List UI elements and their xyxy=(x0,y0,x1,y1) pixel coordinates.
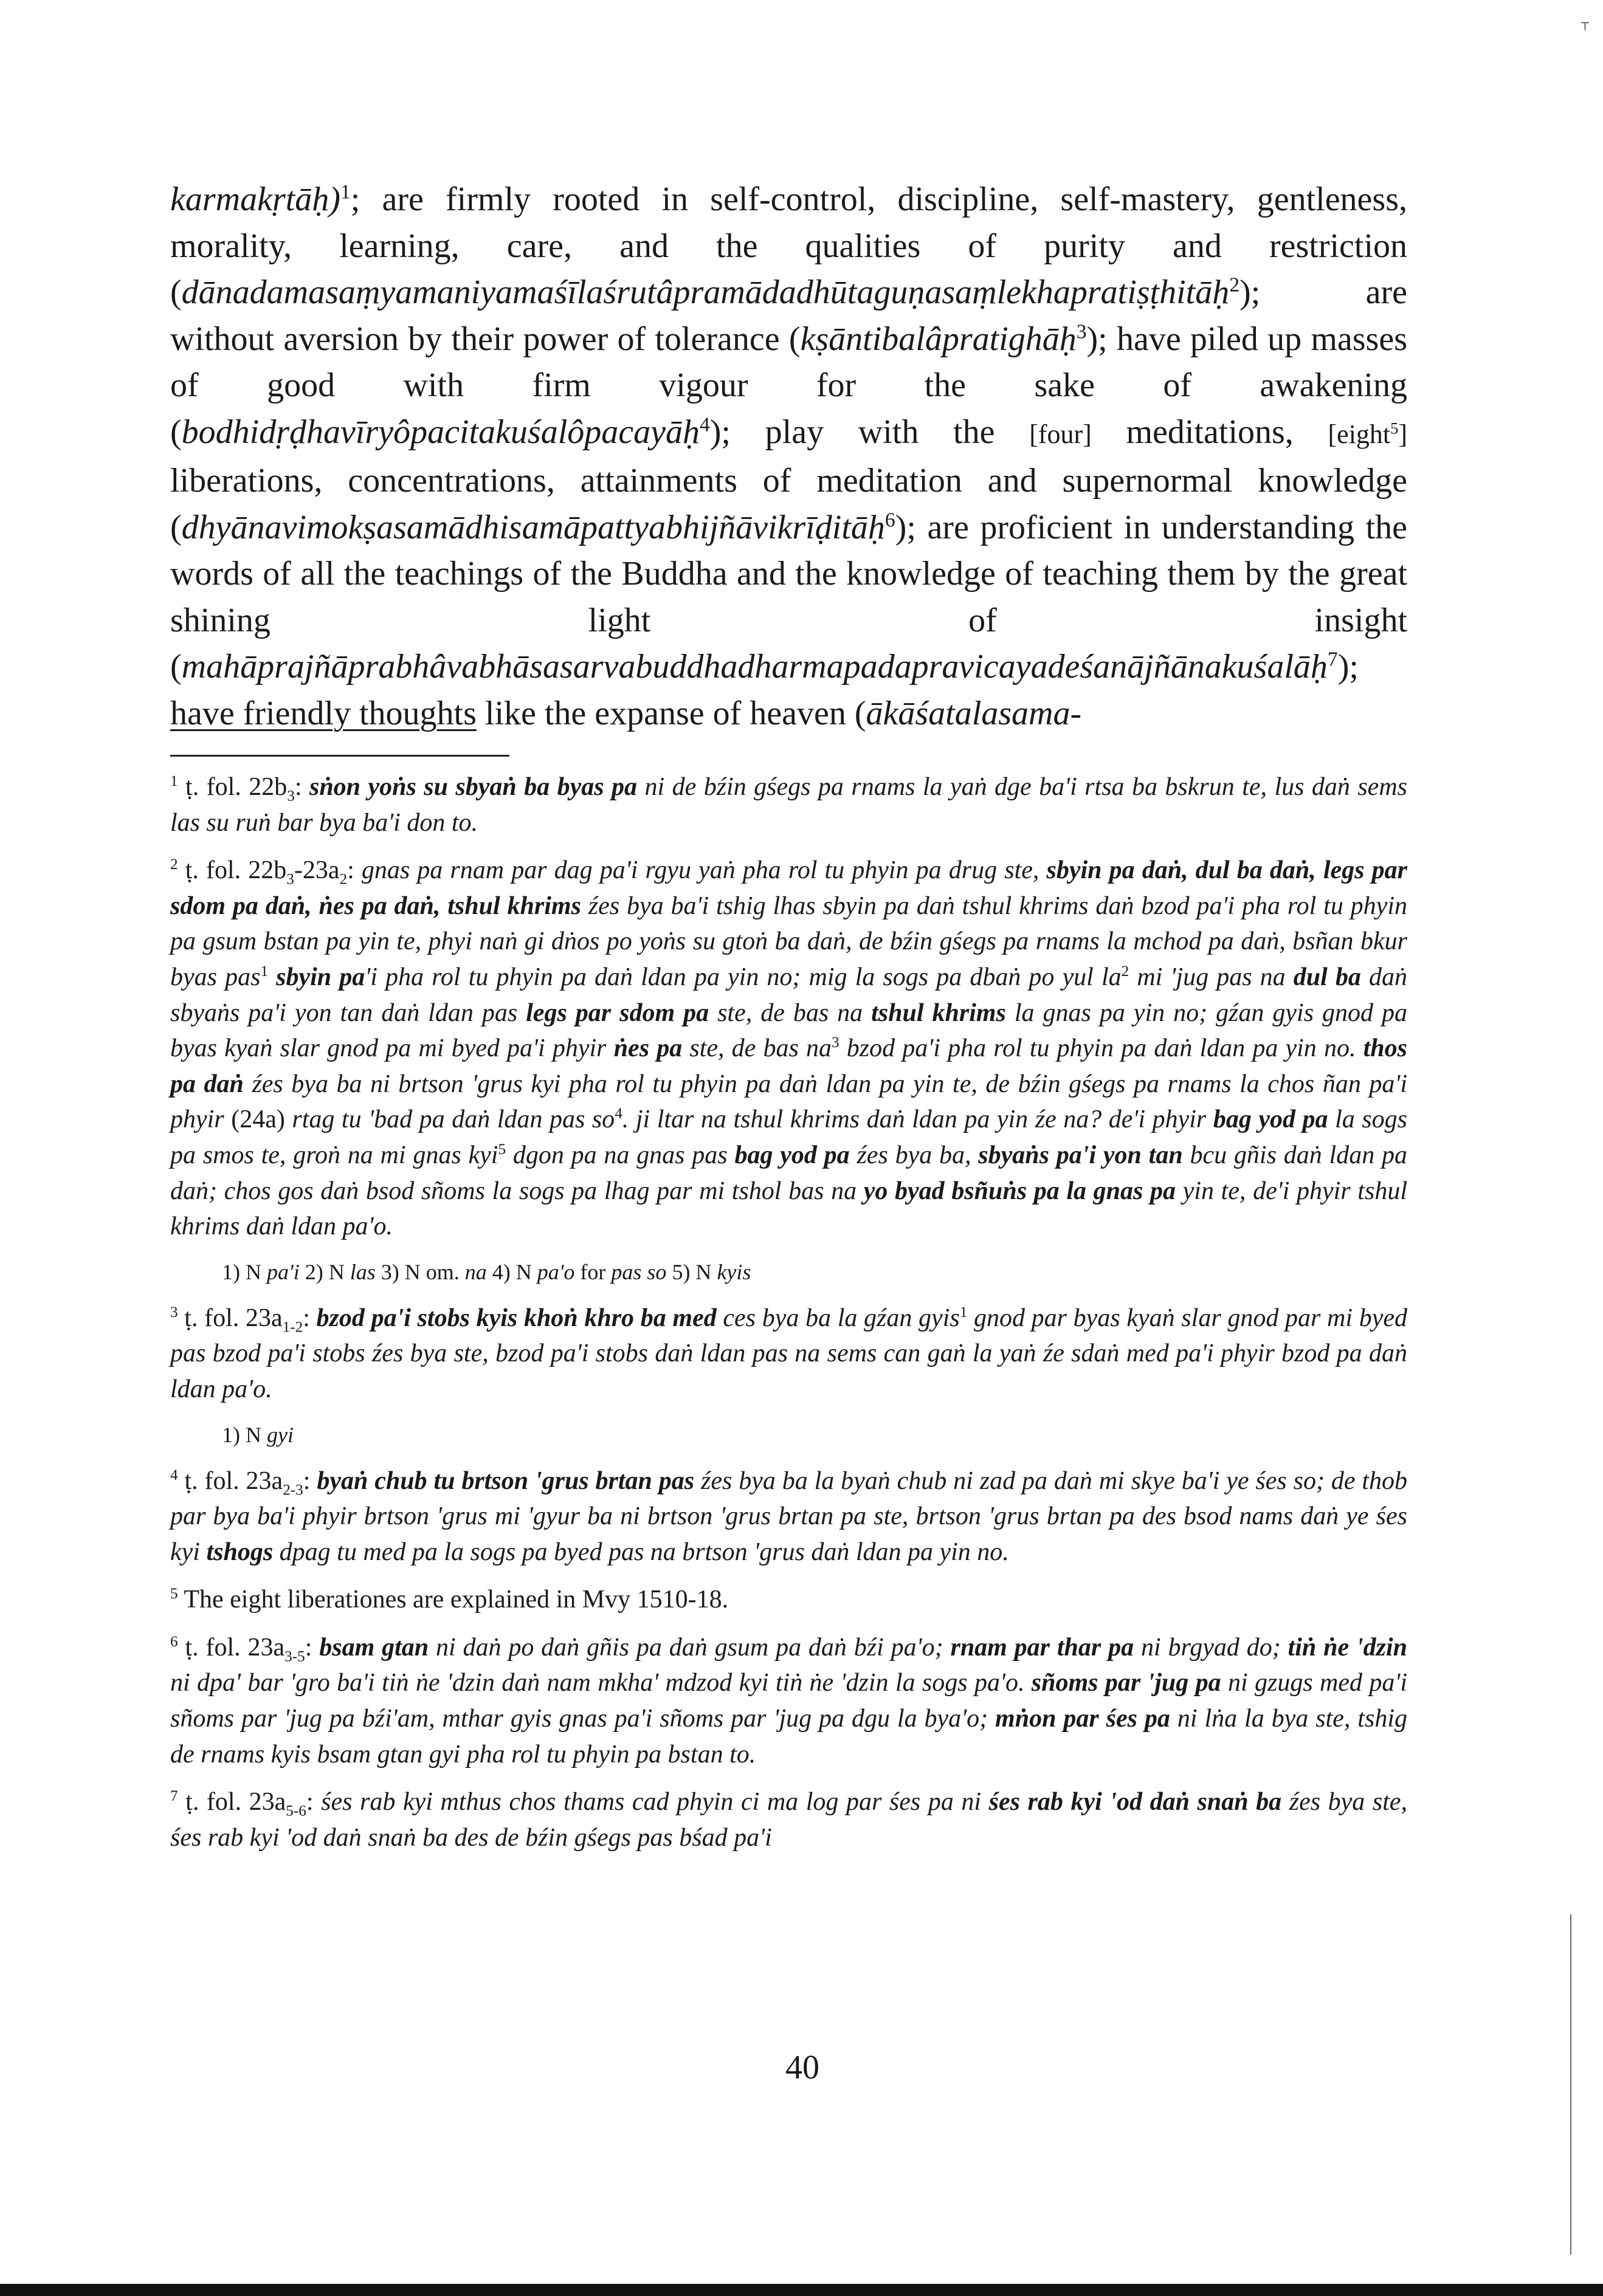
sanskrit-term: kṣāntibalâpratighāḥ xyxy=(800,320,1077,358)
body-text: ); play with the xyxy=(709,413,1030,451)
underlined-phrase: have friendly thoughts xyxy=(170,694,477,732)
footnotes xyxy=(170,769,1407,1868)
footnote-6: $^6$ ṭ. fol. $23a_{3-5}$: bsam gtan ni daṅ po daṅ gñis pa daṅ gsum pa daṅ bźi pa'o; rnam par thar pa ni brgyad do; tiṅ ṅe 'dzin ni dpa' bar 'gro ba'i tiṅ ṅe 'dzin daṅ nam mkha' mdzod kyi tiṅ ṅe 'dzin la sogs pa'o. sñoms par 'jug pa ni gzugs med pa'i sñoms par 'jug pa bźi'am, mthar gyis gnas pa'i sñoms par 'jug pa dgu la bya'o; mṅon par śes pa ni lṅa la bya ste, tshig de rnams kyis bsam gtan gyi pha rol tu phyin pa bstan to. xyxy=(170,1633,1408,1768)
corner-mark: ⸆ xyxy=(1581,19,1590,40)
footnote-ref: 7 xyxy=(1327,648,1338,671)
footnote-1: $^1$ ṭ. fol. $22b_3$: sṅon yoṅs su sbyaṅ ba byas pa ni de bźin gśegs pa rnams la yaṅ dge ba'i rtsa ba bskrun te, lus daṅ sems las su ruṅ bar bya ba'i don to. xyxy=(170,773,1408,837)
sanskrit-term: karmakṛtāḥ) xyxy=(170,180,340,218)
body-text: ); have piled up masses of good with firm vigour for the sake of awakening ( xyxy=(170,320,1407,451)
scan-bottom-edge xyxy=(0,2284,1603,2296)
body-text: ); xyxy=(1337,648,1359,686)
scan-edge-line xyxy=(1570,1914,1571,2255)
body-text: ); are proficient in understanding the words of all the teachings of the Buddha and the knowledge of teaching them by the great shining light of insight ( xyxy=(170,508,1407,686)
body-text: liberations, concentrations, attainments of meditation and supernormal knowledge ( xyxy=(170,462,1407,546)
sanskrit-term: dānadamasaṃyamaniyamaśīlaśrutâpramādadhūtaguṇasaṃlekhapratiṣṭhitāḥ xyxy=(181,273,1230,311)
footnote-ref: 4 xyxy=(699,413,710,436)
body-text: ); are without aversion by their power of tolerance ( xyxy=(170,273,1407,358)
footnote-7: $^7$ ṭ. fol. $23a_{5-6}$: śes rab kyi mthus chos thams cad phyin ci ma log par śes pa ni śes rab kyi 'od daṅ snaṅ ba źes bya ste, śes rab kyi 'od daṅ snaṅ ba des de bźin gśegs pas bśad pa'i xyxy=(170,1788,1408,1852)
footnote-ref: 5 xyxy=(1390,418,1399,437)
footnote-rule xyxy=(170,755,509,757)
footnote-5: $^5$ The eight liberationes are explained in Mvy 1510-18. xyxy=(170,1586,729,1614)
footnote-4: $^4$ ṭ. fol. $23a_{2-3}$: byaṅ chub tu brtson 'grus brtan pas źes bya ba la byaṅ chub ni zad pa daṅ mi skye ba'i ye śes so; de thob par bya ba'i phyir brtson 'grus mi 'gyur ba ni brtson 'grus brtan pa ste, brtson 'grus brtan pa des bsod nams daṅ ye śes kyi tshogs dpag tu med pa la sogs pa byed pas na brtson 'grus daṅ ldan pa yin no. xyxy=(170,1466,1408,1566)
footnote-ref: 3 xyxy=(1076,320,1087,343)
sanskrit-term: bodhidṛḍhavīryôpacitakuśalôpacayāḥ xyxy=(181,413,700,451)
footnote-3-variants: 1) N gyi xyxy=(222,1422,294,1447)
sanskrit-term: dhyānavimokṣasamādhisamāpattyabhijñāvikrīḍitāḥ xyxy=(181,508,885,546)
footnote-2-variants: 1) N pa'i 2) N las 3) N om. na 4) N pa'o for pas so 5) N kyis xyxy=(222,1259,751,1284)
body-text: like the expanse of heaven ( xyxy=(476,694,866,732)
sanskrit-term: ākāśatalasama- xyxy=(866,694,1082,732)
page-number: 40 xyxy=(785,2049,819,2086)
footnote-ref: 1 xyxy=(340,180,351,204)
footnote-ref: 6 xyxy=(884,508,895,531)
footnote-3: $^3$ ṭ. fol. $23a_{1-2}$: bzod pa'i stobs kyis khoṅ khro ba med ces bya ba la gźan gyis$^1$ gnod par byas kyaṅ slar gnod par mi byed pas bzod pa'i stobs źes bya ste, bzod pa'i stobs daṅ ldan pas na sems can gaṅ la yaṅ źe sdaṅ med pa'i phyir bzod pa daṅ ldan pa'o. xyxy=(170,1304,1408,1403)
editorial-insert: [eight$^5$] xyxy=(1328,418,1408,449)
editorial-insert: [four] xyxy=(1029,419,1092,449)
footnote-ref: 2 xyxy=(1229,273,1240,297)
body-text: meditations, xyxy=(1091,413,1328,451)
footnote-2: $^2$ ṭ. fol. $22b_3-23a_2$: gnas pa rnam par dag pa'i rgyu yaṅ pha rol tu phyin pa drug ste, sbyin pa daṅ, dul ba daṅ, legs par sdom pa daṅ, ṅes pa daṅ, tshul khrims źes bya ba'i tshig lhas sbyin pa daṅ tshul khrims daṅ bzod pa'i pha rol tu phyin pa gsum bstan pa yin te, phyi naṅ gi dṅos po yoṅs su gtoṅ ba daṅ, de bźin gśegs pa rnams la mchod pa daṅ, bsñan bkur byas pas$^1$ sbyin pa'i pha rol tu phyin pa daṅ ldan pa yin no; mig la sogs pa dbaṅ po yul $la^2$ mi 'jug pas na dul ba daṅ sbyaṅs pa'i yon tan daṅ ldan pas legs par sdom pa ste, de bas na tshul khrims la gnas pa yin no; gźan gyis gnod pa byas kyaṅ slar gnod pa mi byed pa'i phyir ṅes pa ste, de bas $na^3$ bzod pa'i pha rol tu phyin pa daṅ ldan pa yin no. thos pa daṅ źes bya ba ni brtson 'grus kyi pha rol tu phyin pa daṅ ldan pa yin te, de bźin gśegs pa rnams la chos ñan pa'i phyir (24a) rtag tu 'bad pa daṅ ldan pas $so^4$. ji ltar na tshul khrims daṅ ldan pa yin źe na? de'i phyir bag yod pa la sogs pa smos te, groṅ na mi gnas kyi$^5$ dgon pa na gnas pas bag yod pa źes bya ba, sbyaṅs pa'i yon tan bcu gñis daṅ ldan pa daṅ; chos gos daṅ bsod sñoms la sogs pa lhag par mi tshol bas na yo byad bsñuṅs pa la gnas pa yin te, de'i phyir tshul khrims daṅ ldan pa'o. xyxy=(170,856,1408,1241)
main-text xyxy=(170,176,1407,737)
sanskrit-term: mahāprajñāprabhâvabhāsasarvabuddhadharmapadapravicayadeśanājñānakuśalāḥ xyxy=(181,648,1328,686)
body-text: ; are firmly rooted in self-control, discipline, self-mastery, gentleness, morality, learning, care, and the qualities of purity and restriction ( xyxy=(170,180,1407,311)
